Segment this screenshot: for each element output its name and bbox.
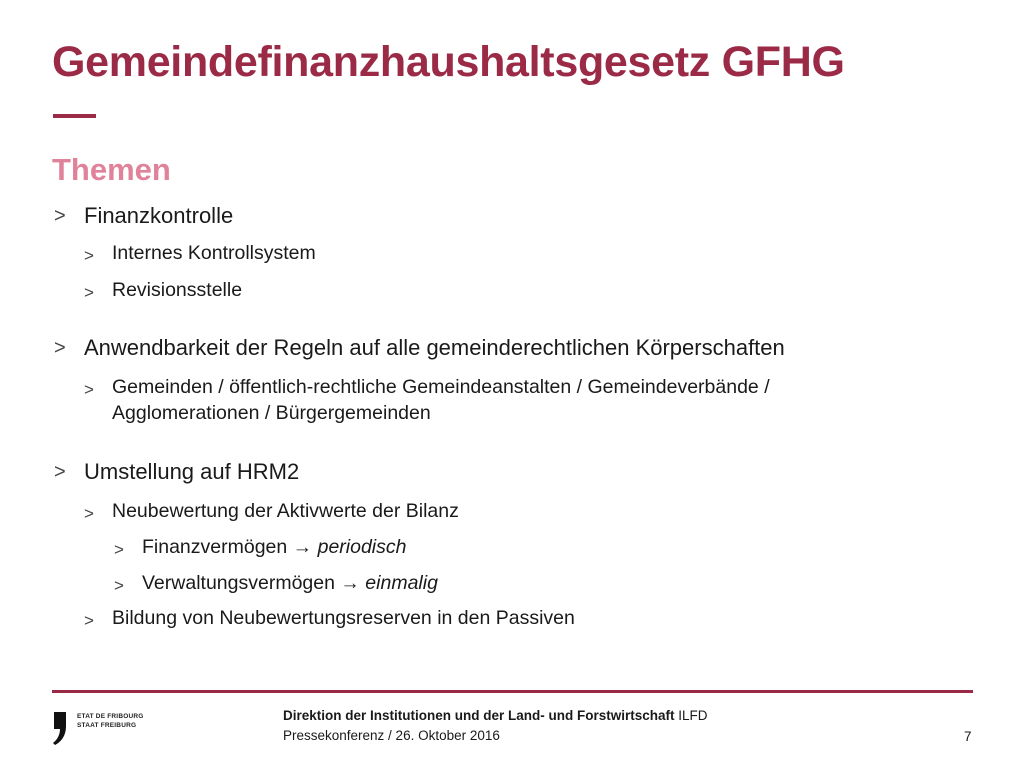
directorate-abbr: ILFD [678,708,708,723]
bullet-text-line-1: Gemeinden / öffentlich-rechtliche Gemeindeanstalten / Gemeindeverbände / [112,376,770,398]
bullet-marker: > [54,337,66,359]
arrow-icon: → [340,572,360,594]
logo-line-de: STAAT FREIBURG [77,722,137,729]
bullet-text: Anwendbarkeit der Regeln auf alle gemeinderechtlichen Körperschaften [84,335,785,360]
bullet-text: Neubewertung der Aktivwerte der Bilanz [112,500,459,522]
fribourg-logo-icon [52,710,72,746]
term-verwaltungsvermoegen: Verwaltungsvermögen [142,572,335,594]
bullet-text-line-2: Agglomerationen / Bürgergemeinden [112,402,431,424]
term-einmalig: einmalig [365,572,438,594]
bullet-text [142,534,406,560]
slide-title: Gemeindefinanzhaushaltsgesetz GFHG [52,38,845,86]
arrow-icon: → [292,536,313,558]
bullet-text [142,570,438,596]
bullet-marker: > [84,380,94,399]
bullet-marker: > [54,461,66,483]
bullet-marker: > [114,540,124,559]
bullet-marker: > [54,205,66,227]
section-heading: Themen [52,152,171,187]
bullet-marker: > [84,246,94,265]
bullet-marker: > [84,283,94,302]
bullet-text: Bildung von Neubewertungsreserven in den Passiven [112,607,575,629]
directorate-name: Direktion der Institutionen und der Land- und Forstwirtschaft [283,708,675,723]
bullet-marker: > [114,576,124,595]
bullet-marker: > [84,504,94,523]
bullet-text: Revisionsstelle [112,279,243,301]
bullet-text [112,374,770,426]
bullet-marker: > [84,611,94,630]
footer-divider [52,690,973,693]
logo-line-fr: ETAT DE FRIBOURG [77,713,144,720]
logo-wordmark [77,712,144,730]
footer-event: Pressekonferenz / 26. Oktober 2016 [283,728,500,743]
term-periodisch: periodisch [317,536,407,558]
bullet-text: Umstellung auf HRM2 [84,459,300,484]
footer-directorate [283,708,708,723]
bullet-text: Internes Kontrollsystem [112,242,316,264]
term-finanzvermoegen: Finanzvermögen [142,536,288,558]
page-number: 7 [964,729,972,744]
bullet-text: Finanzkontrolle [84,203,234,228]
